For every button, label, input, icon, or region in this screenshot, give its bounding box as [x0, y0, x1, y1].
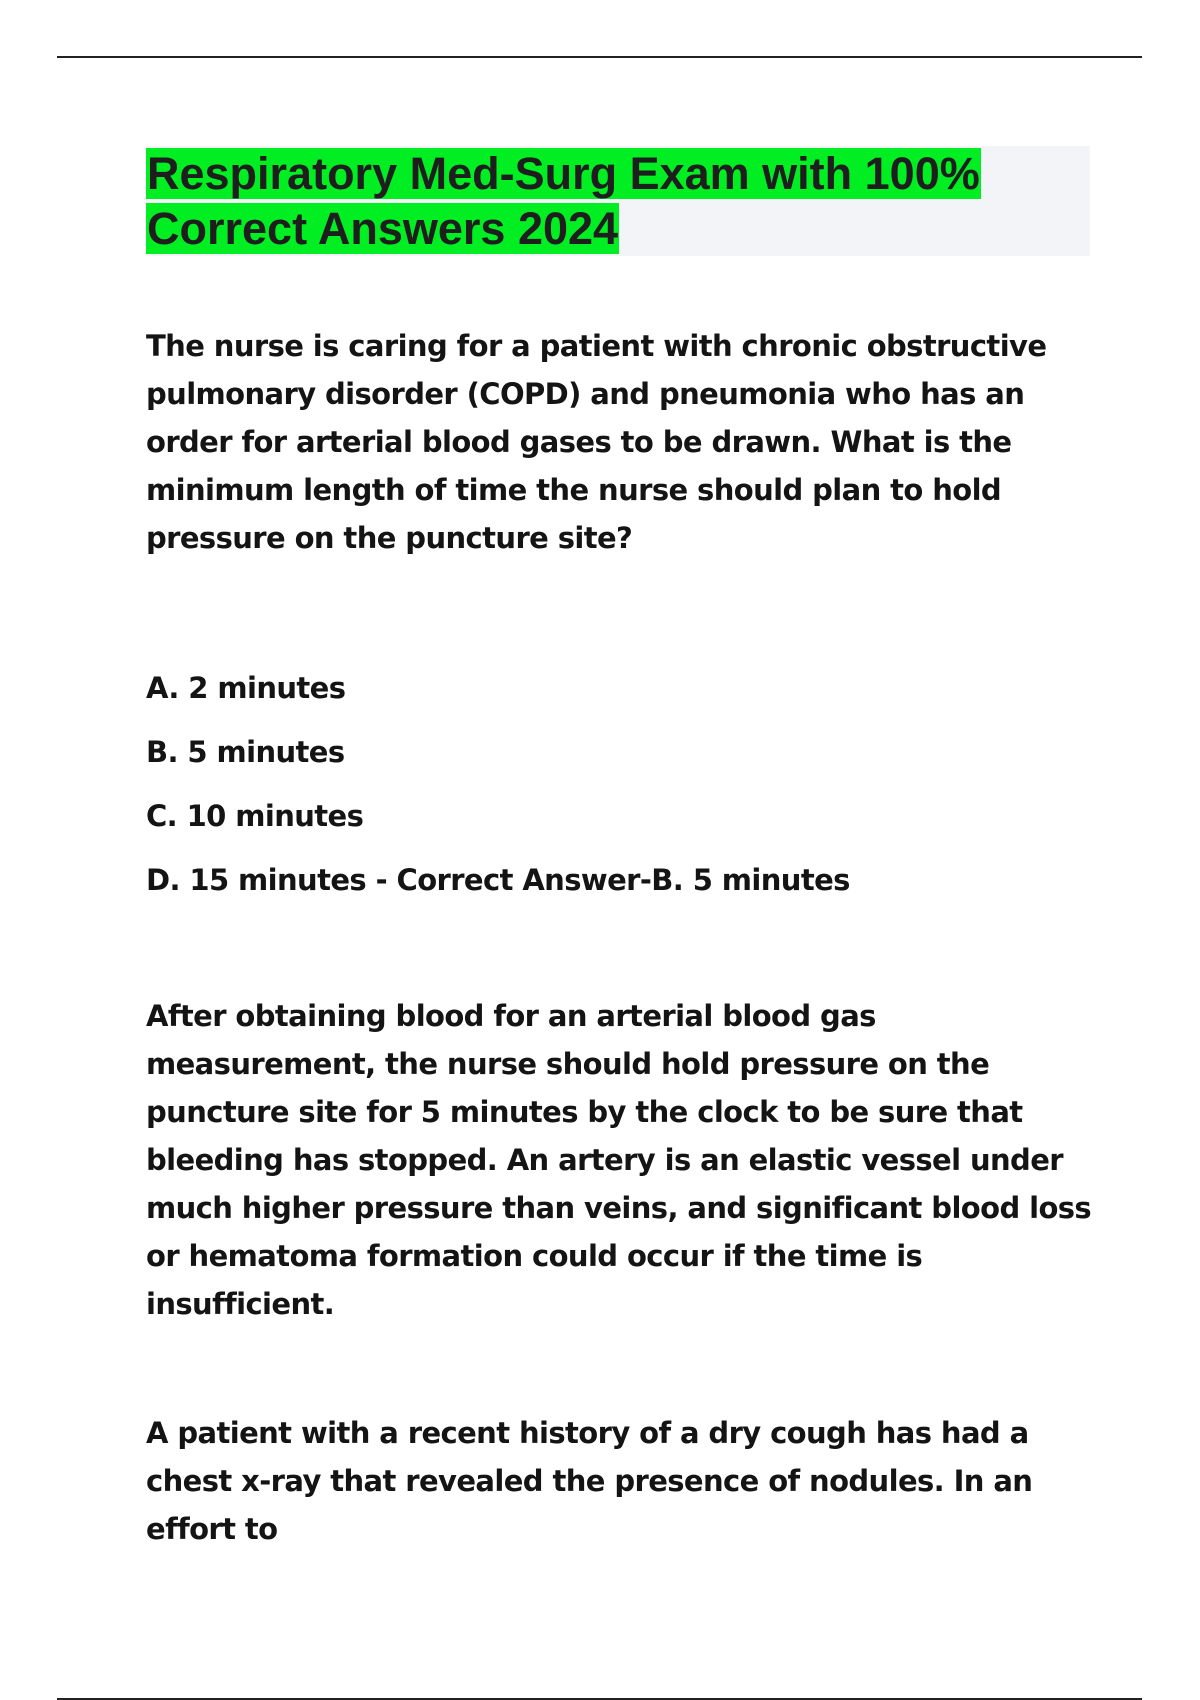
question-1-explanation: After obtaining blood for an arterial blood gas measurement, the nurse should hold pressure on the puncture site for 5 minutes by the clock to be sure that bleeding has stopped. An artery is an elastic vessel under much higher pressure than veins, and significant blood loss or hematoma formation could occur if the time is insufficient. [146, 999, 1092, 1321]
option-d-with-answer: D. 15 minutes - Correct Answer-B. 5 minutes [146, 863, 850, 897]
document-title [146, 146, 1090, 256]
document-body [146, 322, 1096, 1553]
question-2-text: A patient with a recent history of a dry cough has had a chest x-ray that revealed the presence of nodules. In an effort to [146, 1416, 1033, 1546]
title-highlight: Respiratory Med-Surg Exam with 100% Correct Answers 2024 [147, 148, 980, 254]
question-1-text: The nurse is caring for a patient with chronic obstructive pulmonary disorder (COPD) and pneumonia who has an order for arterial blood gases to be drawn. What is the minimum length of time the nurse should plan to hold pressure on the puncture site? [146, 329, 1047, 555]
option-c: C. 10 minutes [146, 799, 364, 833]
option-a: A. 2 minutes [146, 671, 346, 705]
top-divider [57, 56, 1142, 58]
option-b: B. 5 minutes [146, 735, 345, 769]
question-1-options [146, 656, 1096, 912]
